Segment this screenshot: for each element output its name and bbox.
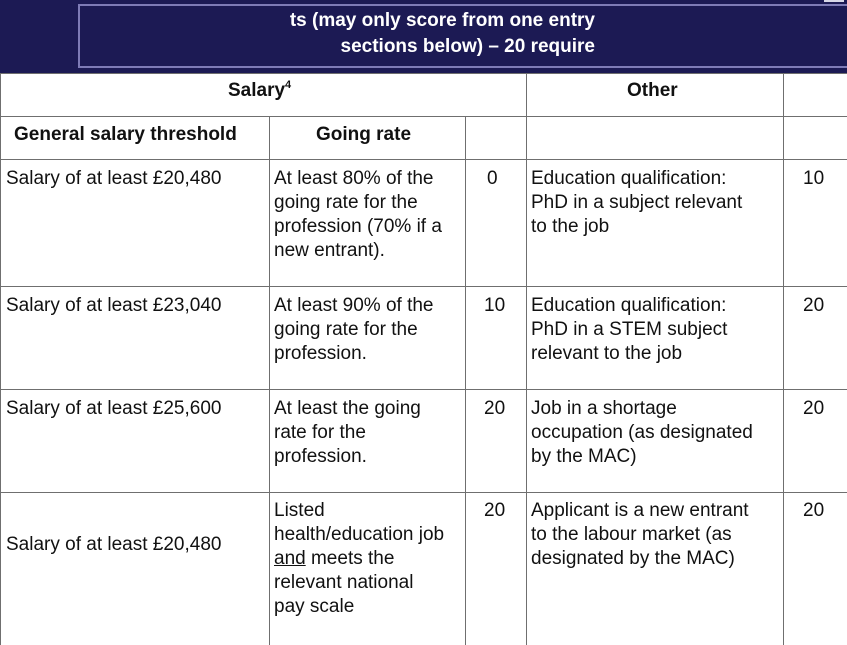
other-cell bbox=[531, 499, 749, 571]
other-points-cell: 20 bbox=[803, 500, 825, 521]
table-border bbox=[269, 116, 270, 645]
going-rate-line-rest: meets the bbox=[305, 548, 395, 569]
other-cell bbox=[531, 294, 727, 366]
other-line: to the labour market (as bbox=[531, 524, 732, 545]
going-rate-line: Listed bbox=[274, 500, 325, 521]
other-points-cell: 20 bbox=[803, 398, 825, 419]
going-rate-line: going rate for the bbox=[274, 319, 418, 340]
table-border bbox=[0, 389, 847, 390]
banner-line-1: ts (may only score from one entry bbox=[289, 10, 595, 31]
going-rate-cell bbox=[274, 499, 444, 619]
going-rate-line: profession. bbox=[274, 446, 367, 467]
underlined-and: and bbox=[274, 548, 306, 569]
table-border bbox=[0, 159, 847, 160]
table-border bbox=[465, 116, 466, 645]
going-rate-line: profession. bbox=[274, 343, 367, 364]
salary-cell: Salary of at least £25,600 bbox=[6, 398, 222, 419]
salary-header-text: Salary bbox=[228, 80, 286, 101]
points-cell: 0 bbox=[487, 168, 498, 189]
table-border bbox=[0, 116, 847, 117]
table-border bbox=[0, 286, 847, 287]
points-cell: 20 bbox=[484, 398, 506, 419]
other-cell bbox=[531, 167, 742, 239]
other-line: Education qualification: bbox=[531, 168, 727, 189]
salary-cell: Salary of at least £20,480 bbox=[6, 168, 222, 189]
other-line: PhD in a subject relevant bbox=[531, 192, 743, 213]
other-points-cell: 20 bbox=[803, 295, 825, 316]
going-rate-header: Going rate bbox=[316, 124, 412, 145]
banner-text bbox=[250, 8, 595, 60]
other-line: occupation (as designated bbox=[531, 422, 753, 443]
points-cell: 10 bbox=[484, 295, 506, 316]
other-points-cell: 10 bbox=[803, 168, 825, 189]
going-rate-line: At least the going bbox=[274, 398, 421, 419]
going-rate-line: going rate for the bbox=[274, 192, 418, 213]
table-border bbox=[526, 73, 527, 645]
other-cell bbox=[531, 397, 753, 469]
other-line: designated by the MAC) bbox=[531, 548, 735, 569]
going-rate-line: relevant national bbox=[274, 572, 414, 593]
going-rate-cell bbox=[274, 167, 442, 263]
section-banner bbox=[0, 0, 847, 73]
going-rate-line: pay scale bbox=[274, 596, 355, 617]
footnote-marker: 4 bbox=[285, 79, 292, 91]
other-header: Other bbox=[627, 80, 678, 101]
other-line: by the MAC) bbox=[531, 446, 637, 467]
points-table bbox=[0, 73, 847, 645]
other-line: to the job bbox=[531, 216, 610, 237]
other-line: Job in a shortage bbox=[531, 398, 677, 419]
general-threshold-header: General salary threshold bbox=[14, 124, 237, 145]
going-rate-line: At least 80% of the bbox=[274, 168, 434, 189]
other-line: PhD in a STEM subject bbox=[531, 319, 728, 340]
table-border bbox=[783, 73, 784, 645]
salary-cell: Salary of at least £20,480 bbox=[6, 534, 222, 555]
points-cell: 20 bbox=[484, 500, 506, 521]
other-line: Applicant is a new entrant bbox=[531, 500, 749, 521]
salary-header bbox=[228, 79, 291, 103]
going-rate-line: profession (70% if a bbox=[274, 216, 442, 237]
table-border bbox=[0, 73, 847, 74]
banner-line-2: sections below) – 20 require bbox=[340, 36, 595, 57]
banner-edge-mark bbox=[824, 0, 844, 2]
table-border bbox=[0, 492, 847, 493]
going-rate-line bbox=[274, 547, 444, 571]
going-rate-line: rate for the bbox=[274, 422, 366, 443]
other-line: Education qualification: bbox=[531, 295, 727, 316]
going-rate-line: At least 90% of the bbox=[274, 295, 434, 316]
going-rate-line: new entrant). bbox=[274, 240, 385, 261]
salary-cell: Salary of at least £23,040 bbox=[6, 295, 222, 316]
other-line: relevant to the job bbox=[531, 343, 683, 364]
going-rate-cell bbox=[274, 294, 434, 366]
table-border bbox=[0, 73, 1, 645]
going-rate-cell bbox=[274, 397, 421, 469]
going-rate-line: health/education job bbox=[274, 524, 445, 545]
